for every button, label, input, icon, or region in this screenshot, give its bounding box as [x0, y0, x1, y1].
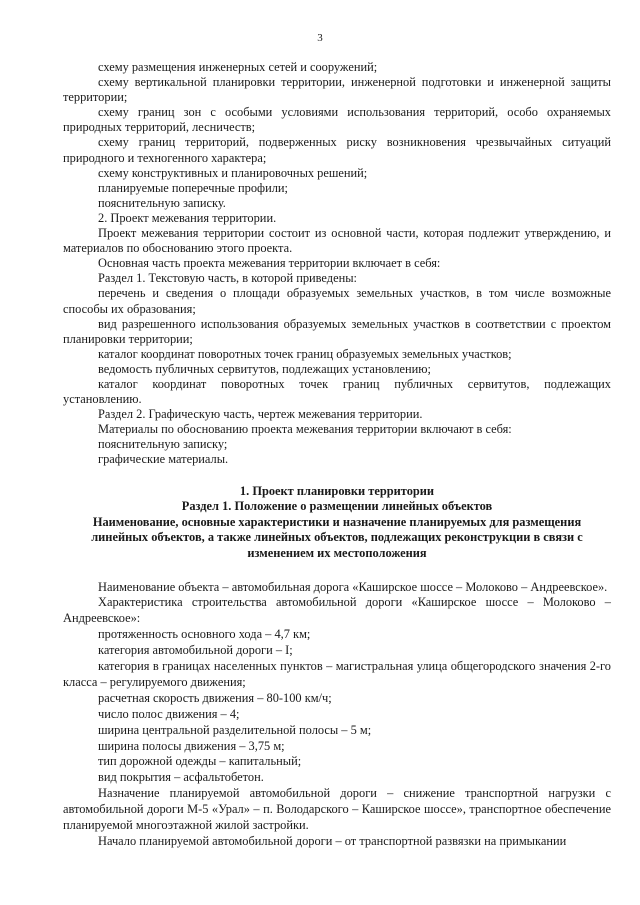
paragraph: Проект межевания территории состоит из основной части, которая подлежит утверждению, и материалов по обоснованию этого проекта. — [63, 226, 611, 256]
paragraph: пояснительную записку. — [98, 195, 226, 210]
paragraph: тип дорожной одежды – капитальный; — [98, 754, 302, 769]
paragraph: вид покрытия – асфальтобетон. — [98, 770, 264, 785]
page-number: 3 — [317, 32, 323, 44]
paragraph: Назначение планируемой автомобильной дороги – снижение транспортной нагрузки с автомобильной дороги М-5 «Урал» – п. Володарского – Каширское шоссе», транспортное обеспечение планируемой многоэтажной жилой застройки. — [63, 786, 611, 833]
paragraph: графические материалы. — [98, 452, 229, 467]
heading-project-plan: 1. Проект планировки территории — [239, 483, 435, 498]
section-intro — [63, 60, 611, 468]
paragraph: 2. Проект межевания территории. — [98, 210, 277, 225]
paragraph: схему границ территорий, подверженных риску возникновения чрезвычайных ситуаций природного и техногенного характера; — [63, 135, 611, 165]
paragraph: протяженность основного хода – 4,7 км; — [98, 627, 311, 642]
paragraph: Раздел 1. Текстовую часть, в которой приведены: — [98, 271, 357, 286]
paragraph: категория автомобильной дороги – I; — [98, 643, 293, 658]
paragraph: Материалы по обоснованию проекта межевания территории включают в себя: — [98, 422, 512, 437]
paragraph: схему вертикальной планировки территории, инженерной подготовки и инженерной защиты территории; — [63, 75, 611, 105]
paragraph: схему конструктивных и планировочных решений; — [98, 165, 368, 180]
paragraph: Характеристика строительства автомобильной дороги «Каширское шоссе – Молоково – Андреевское»: — [63, 595, 611, 626]
paragraph: Начало планируемой автомобильной дороги – от транспортной развязки на примыкании — [98, 834, 567, 848]
paragraph: планируемые поперечные профили; — [98, 180, 288, 195]
paragraph: Основная часть проекта межевания территории включает в себя: — [98, 256, 441, 271]
paragraph: ведомость публичных сервитутов, подлежащих установлению; — [98, 361, 432, 376]
paragraph: ширина полосы движения – 3,75 м; — [98, 738, 285, 753]
heading-linear-objects: Наименование, основные характеристики и назначение планируемых для размещения линейных объектов, а также линейных объектов, подлежащих реконструкции в связи с изменением их местоположения — [91, 514, 583, 560]
paragraph: расчетная скорость движения – 80-100 км/ч; — [98, 690, 332, 705]
paragraph: каталог координат поворотных точек границ публичных сервитутов, подлежащих установлению. — [63, 376, 611, 407]
paragraph: пояснительную записку; — [98, 437, 228, 452]
section-road-characteristics — [63, 580, 611, 850]
paragraph: Раздел 2. Графическую часть, чертеж межевания территории. — [98, 407, 423, 422]
paragraph: Наименование объекта – автомобильная дорога «Каширское шоссе – Молоково – Андреевское». — [98, 579, 608, 594]
document-body — [63, 60, 611, 850]
paragraph: перечень и сведения о площади образуемых земельных участков, в том числе возможные способы их образования; — [63, 286, 611, 316]
paragraph: ширина центральной разделительной полосы – 5 м; — [98, 722, 372, 737]
paragraph: категория в границах населенных пунктов – магистральная улица общегородского значения 2-го класса – регулируемого движения; — [63, 659, 611, 689]
paragraph: вид разрешенного использования образуемых земельных участков в соответствии с проектом планировки территории; — [63, 316, 611, 346]
heading-section-1: Раздел 1. Положение о размещении линейных объектов — [181, 499, 493, 514]
paragraph: каталог координат поворотных точек границ образуемых земельных участков; — [98, 346, 512, 361]
paragraph: схему границ зон с особыми условиями использования территорий, особо охраняемых природных территорий, лесничеств; — [63, 105, 611, 135]
paragraph: число полос движения – 4; — [98, 706, 240, 721]
section-headings — [63, 484, 611, 562]
paragraph: схему размещения инженерных сетей и сооружений; — [98, 60, 378, 74]
